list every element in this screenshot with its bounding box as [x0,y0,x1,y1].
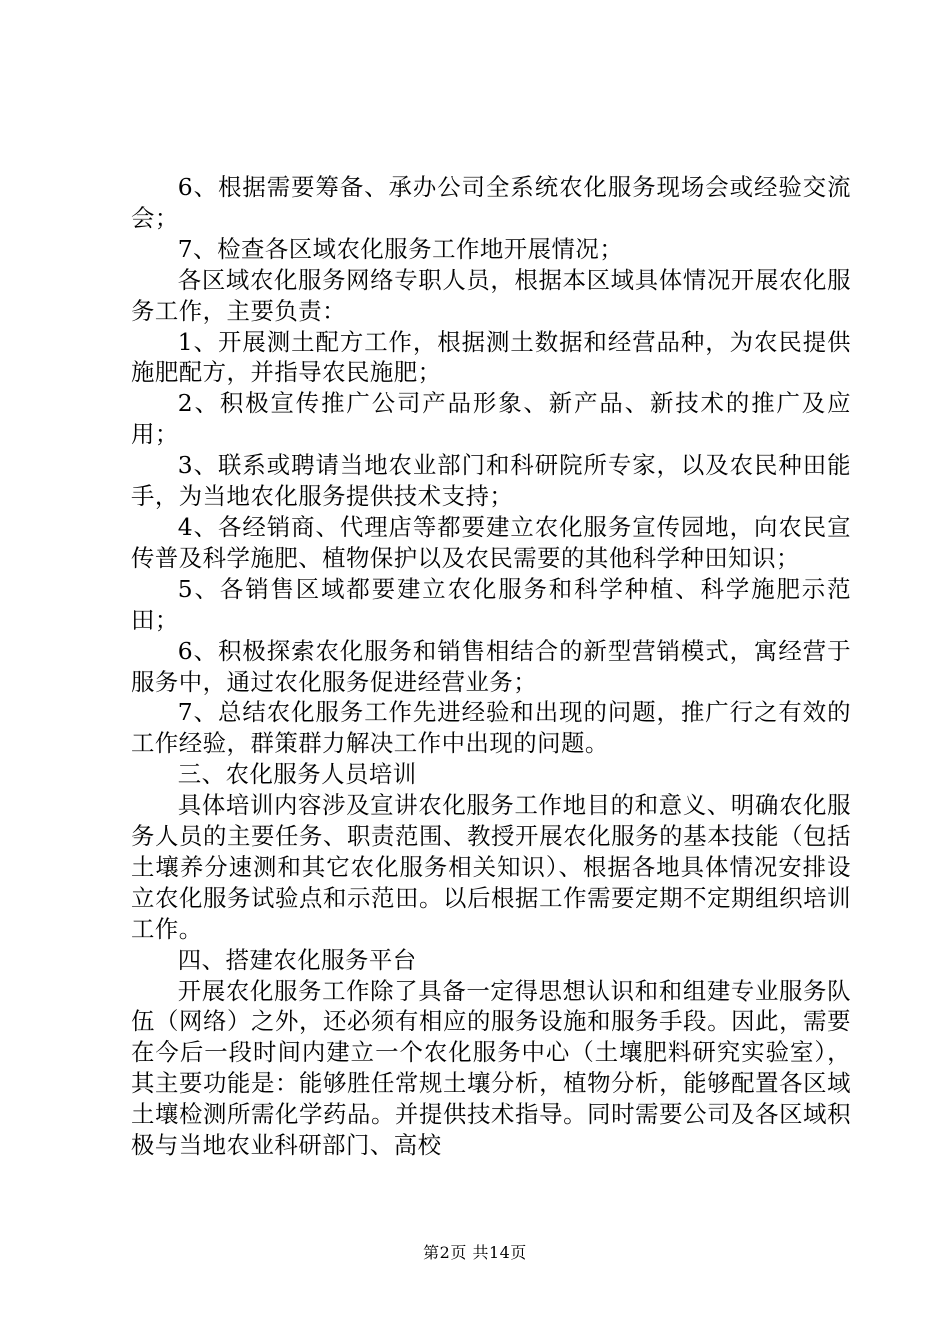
paragraph: 6、积极探索农化服务和销售相结合的新型营销模式，寓经营于服务中，通过农化服务促进经营业务； [131,636,851,696]
paragraph: 5、各销售区域都要建立农化服务和科学种植、科学施肥示范田； [131,574,851,634]
paragraph: 开展农化服务工作除了具备一定得思想认识和和组建专业服务队伍（网络）之外，还必须有相应的服务设施和服务手段。因此，需要在今后一段时间内建立一个农化服务中心（土壤肥料研究实验室），其主要功能是：能够胜任常规土壤分析，植物分析，能够配置各区域土壤检测所需化学药品。并提供技术指导。同时需要公司及各区域积极与当地农业科研部门、高校 [131,976,851,1160]
page-number-footer: 第2页 共14页 [423,1243,527,1262]
paragraph: 具体培训内容涉及宣讲农化服务工作地目的和意义、明确农化服务人员的主要任务、职责范围、教授开展农化服务的基本技能（包括土壤养分速测和其它农化服务相关知识）、根据各地具体情况安排设立农化服务试验点和示范田。以后根据工作需要定期不定期组织培训工作。 [131,791,851,943]
paragraph: 3、联系或聘请当地农业部门和科研院所专家，以及农民种田能手，为当地农化服务提供技术支持； [131,451,851,511]
paragraph: 4、各经销商、代理店等都要建立农化服务宣传园地，向农民宣传普及科学施肥、植物保护以及农民需要的其他科学种田知识； [131,512,851,572]
paragraph: 7、检查各区域农化服务工作地开展情况； [177,234,624,263]
section-heading: 三、农化服务人员培训 [177,760,417,789]
section-heading: 四、搭建农化服务平台 [177,945,417,974]
paragraph: 1、开展测土配方工作，根据测土数据和经营品种，为农民提供施肥配方，并指导农民施肥； [131,327,851,387]
paragraph: 各区域农化服务网络专职人员，根据本区域具体情况开展农化服务工作，主要负责： [131,265,851,325]
document-body [131,172,851,1161]
paragraph: 2、积极宣传推广公司产品形象、新产品、新技术的推广及应用； [131,389,851,449]
paragraph: 6、根据需要筹备、承办公司全系统农化服务现场会或经验交流会； [131,173,851,232]
paragraph: 7、总结农化服务工作先进经验和出现的问题，推广行之有效的工作经验，群策群力解决工作中出现的问题。 [131,698,851,758]
